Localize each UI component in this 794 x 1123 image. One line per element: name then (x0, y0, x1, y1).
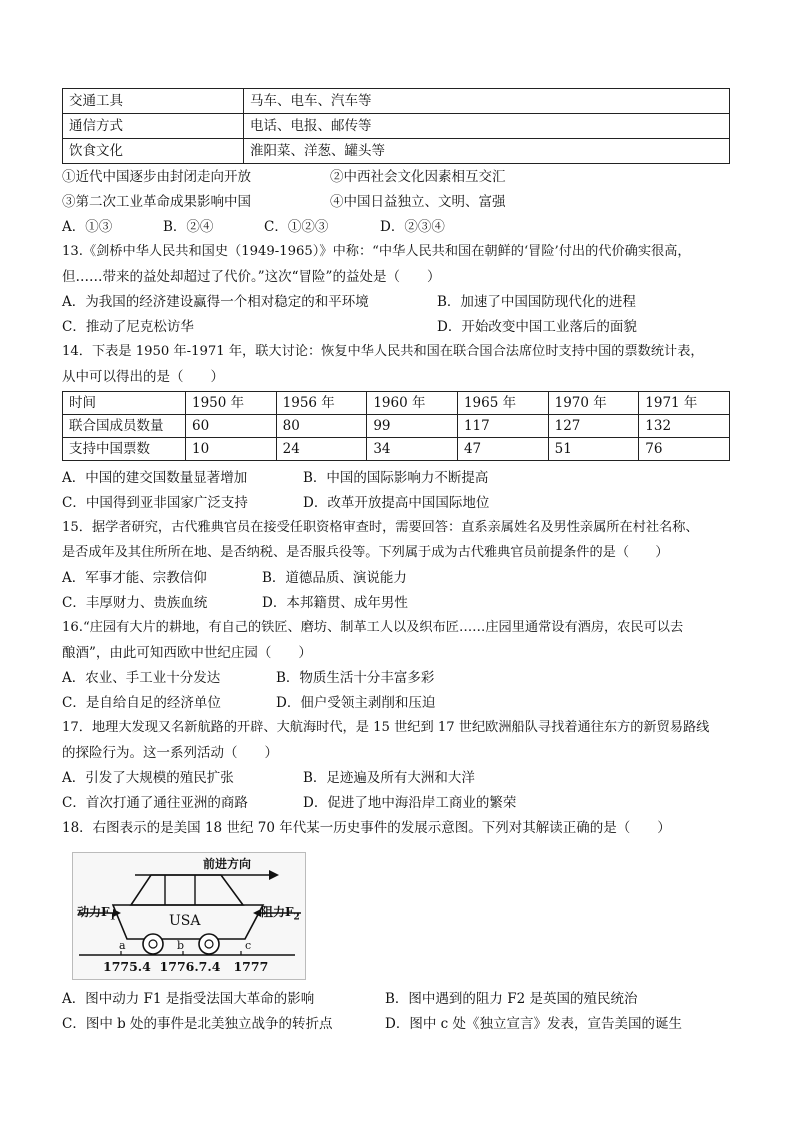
q16-option-d[interactable]: D．佃户受领主剥削和压迫 (276, 695, 436, 711)
un-votes-table (62, 391, 730, 461)
table-cell: 10 (186, 438, 277, 461)
q12-option-d[interactable]: D．②③④ (380, 219, 445, 235)
q17-stem-line1: 17．地理大发现又名新航路的开辟、大航海时代，是 15 世纪到 17 世纪欧洲船队寻找着通往东方的新贸易路线 (62, 720, 710, 735)
q15-stem-line2: 是否成年及其住所所在地、是否纳税、是否服兵役等。下列属于成为古代雅典官员前提条件的是（ ） (62, 545, 669, 560)
table-row (63, 392, 730, 415)
table-cell: 支持中国票数 (63, 438, 186, 461)
q17-option-c[interactable]: C．首次打通了通往亚洲的商路 (62, 795, 248, 811)
q18-option-b[interactable]: B．图中遇到的阻力 F2 是英国的殖民统治 (385, 991, 638, 1007)
q13-option-d[interactable]: D．开始改变中国工业落后的面貌 (437, 319, 637, 335)
table-cell: 80 (276, 415, 367, 438)
q13-stem-line1: 13.《剑桥中华人民共和国史（1949-1965）》中称：“中华人民共和国在朝鲜的‘冒险’付出的代价确实很高， (62, 244, 691, 259)
table-cell: 51 (548, 438, 639, 461)
q17-stem-line2: 的探险行为。这一系列活动（ ） (62, 745, 278, 761)
point-c-label: c (245, 939, 252, 952)
table-cell: 60 (186, 415, 277, 438)
table-cell: 交通工具 (63, 89, 244, 114)
table-cell: 24 (276, 438, 367, 461)
q16-option-c[interactable]: C．是自给自足的经济单位 (62, 695, 221, 711)
q16-stem-line1: 16.“庄园有大片的耕地，有自己的铁匠、磨坊、制革工人以及织布匠……庄园里通常设有酒房，农民可以去 (62, 620, 684, 635)
table-cell: 99 (367, 415, 458, 438)
q14-stem-line1: 14．下表是 1950 年-1971 年，联大讨论：恢复中华人民共和国在联合国合法席位时支持中国的票数统计表， (62, 344, 704, 359)
table-cell: 饮食文化 (63, 139, 244, 164)
q14-option-b[interactable]: B．中国的国际影响力不断提高 (303, 470, 489, 486)
table-cell: 联合国成员数量 (63, 415, 186, 438)
culture-table (62, 88, 730, 164)
table-cell: 1956 年 (276, 392, 367, 415)
direction-label: 前进方向 (203, 857, 252, 871)
car-roof (131, 875, 243, 905)
table-row (63, 89, 730, 114)
force-right-label (261, 903, 300, 922)
q14-option-c[interactable]: C．中国得到亚非国家广泛支持 (62, 495, 248, 511)
q12-statement-3: ③第二次工业革命成果影响中国 (62, 194, 251, 210)
table-cell: 1971 年 (639, 392, 730, 415)
q17-option-d[interactable]: D．促进了地中海沿岸工商业的繁荣 (303, 795, 517, 811)
force-left-label (77, 903, 116, 922)
q13-option-a[interactable]: A．为我国的经济建设赢得一个相对稳定的和平环境 (62, 294, 369, 310)
table-cell: 132 (639, 415, 730, 438)
table-cell: 1960 年 (367, 392, 458, 415)
force-left-text: 动力F (77, 905, 110, 919)
table-cell: 通信方式 (63, 114, 244, 139)
table-cell: 1965 年 (457, 392, 548, 415)
table-cell: 117 (457, 415, 548, 438)
q17-option-a[interactable]: A．引发了大规模的殖民扩张 (62, 770, 234, 786)
table-row (63, 438, 730, 461)
car-label: USA (169, 913, 201, 929)
table-cell: 127 (548, 415, 639, 438)
q12-statement-1: ①近代中国逐步由封闭走向开放 (62, 169, 251, 185)
q15-option-c[interactable]: C．丰厚财力、贵族血统 (62, 595, 208, 611)
car-wheel (143, 934, 163, 954)
q15-option-d[interactable]: D．本邦籍贯、成年男性 (262, 595, 408, 611)
table-cell: 马车、电车、汽车等 (244, 89, 730, 114)
q18-stem-line1: 18．右图表示的是美国 18 世纪 70 年代某一历史事件的发展示意图。下列对其解读正确的是（ ） (62, 820, 671, 836)
point-a-label: a (119, 939, 126, 952)
force-right-text: 阻力F (261, 905, 294, 919)
table-row (63, 415, 730, 438)
force-left-subscript: 1 (109, 912, 116, 923)
q16-option-b[interactable]: B．物质生活十分丰富多彩 (276, 670, 435, 686)
q17-option-b[interactable]: B．足迹遍及所有大洲和大洋 (303, 770, 475, 786)
q16-option-a[interactable]: A．农业、手工业十分发达 (62, 670, 221, 686)
table-row (63, 114, 730, 139)
table-cell: 76 (639, 438, 730, 461)
q15-option-a[interactable]: A．军事才能、宗教信仰 (62, 570, 207, 586)
q18-option-d[interactable]: D．图中 c 处《独立宣言》发表，宣告美国的诞生 (385, 1016, 682, 1032)
table-cell: 淮阳菜、洋葱、罐头等 (244, 139, 730, 164)
dates-label: 1775.4 1776.7.4 1777 (103, 959, 269, 974)
q14-stem-line2: 从中可以得出的是（ ） (62, 369, 224, 385)
q12-statement-4: ④中国日益独立、文明、富强 (330, 194, 506, 210)
q16-stem-line2: 酿酒”，由此可知西欧中世纪庄园（ ） (62, 645, 312, 661)
table-cell: 电话、电报、邮传等 (244, 114, 730, 139)
table-cell: 34 (367, 438, 458, 461)
q12-statement-2: ②中西社会文化因素相互交汇 (330, 169, 506, 185)
q18-option-a[interactable]: A．图中动力 F1 是指受法国大革命的影响 (62, 991, 315, 1007)
q12-option-c[interactable]: C．①②③ (264, 219, 329, 235)
q13-option-c[interactable]: C．推动了尼克松访华 (62, 319, 194, 335)
table-row (63, 139, 730, 164)
point-b-label: b (177, 939, 185, 952)
q12-option-a[interactable]: A．①③ (62, 219, 113, 235)
table-cell: 1970 年 (548, 392, 639, 415)
table-cell: 1950 年 (186, 392, 277, 415)
q15-option-b[interactable]: B．道德品质、演说能力 (262, 570, 407, 586)
q12-option-b[interactable]: B．②④ (163, 219, 214, 235)
car-wheel (199, 934, 219, 954)
q15-stem-line1: 15．据学者研究，古代雅典官员在接受任职资格审查时，需要回答：直系亲属姓名及男性亲属所在村社名称、 (62, 520, 699, 535)
table-cell: 时间 (63, 392, 186, 415)
direction-arrowhead (269, 870, 279, 880)
usa-history-diagram (72, 852, 306, 980)
q14-option-a[interactable]: A．中国的建交国数量显著增加 (62, 470, 248, 486)
q13-stem-line2: 但……带来的益处却超过了代价。”这次“冒险”的益处是（ ） (62, 269, 441, 285)
force-right-subscript: 2 (293, 912, 300, 923)
q18-option-c[interactable]: C．图中 b 处的事件是北美独立战争的转折点 (62, 1016, 333, 1032)
table-cell: 47 (457, 438, 548, 461)
q14-option-d[interactable]: D．改革开放提高中国国际地位 (303, 495, 490, 511)
q13-option-b[interactable]: B．加速了中国国防现代化的进程 (437, 294, 636, 310)
